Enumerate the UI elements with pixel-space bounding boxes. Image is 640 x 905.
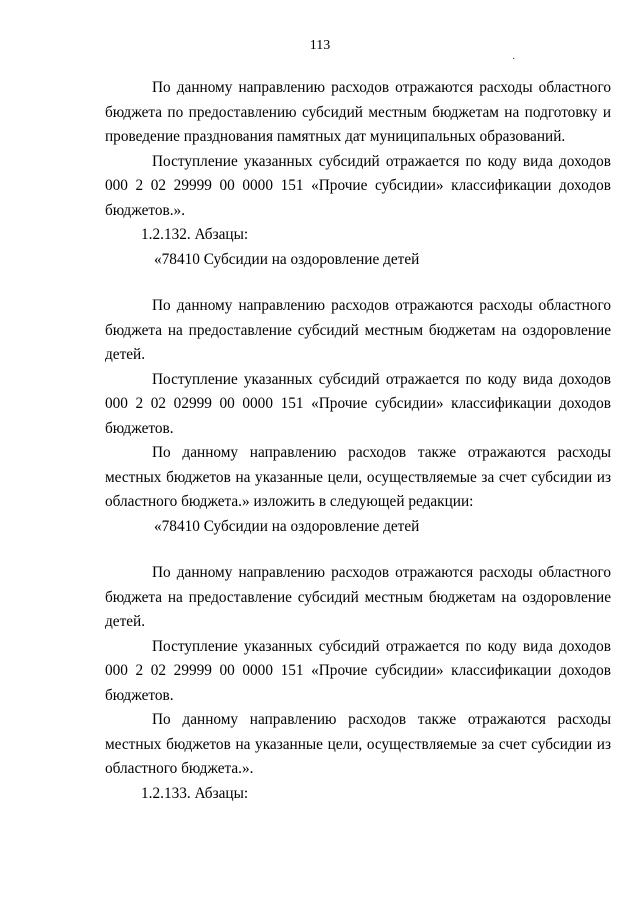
quoted-heading: «78410 Субсидии на оздоровление детей	[154, 250, 420, 268]
page-number: 113	[309, 38, 331, 53]
section-heading: 1.2.132. Абзацы:	[141, 226, 249, 243]
paragraph: Поступление указанных субсидий отражается по коду вида доходов 000 2 02 02999 00 0000 151 «Прочие субсидии» классификации доходов бюджетов.	[105, 370, 611, 437]
paragraph: Поступление указанных субсидий отражается по коду вида доходов 000 2 02 29999 00 0000 151 «Прочие субсидии» классификации доходов бюджетов.	[105, 637, 611, 704]
paragraph: По данному направлению расходов отражаются расходы областного бюджета по предоставлению субсидий местным бюджетам на подготовку и проведение празднования памятных дат муниципальных образований.	[105, 79, 611, 145]
stray-mark: ·	[512, 54, 516, 65]
document-body	[105, 76, 611, 806]
quoted-heading: «78410 Субсидии на оздоровление детей	[154, 517, 420, 535]
paragraph: Поступление указанных субсидий отражается по коду вида доходов 000 2 02 29999 00 0000 151 «Прочие субсидии» классификации доходов бюджетов.».	[105, 152, 611, 219]
paragraph: По данному направлению расходов также отражаются расходы местных бюджетов на указанные цели, осуществляемые за счет субсидии из областного бюджета.» изложить в следующей редакции:	[105, 444, 611, 510]
paragraph: По данному направлению расходов отражаются расходы областного бюджета на предоставление субсидий местным бюджетам на оздоровление детей.	[105, 564, 611, 630]
section-heading: 1.2.133. Абзацы:	[141, 784, 249, 802]
paragraph: По данному направлению расходов также отражаются расходы местных бюджетов на указанные цели, осуществляемые за счет субсидии из областного бюджета.».	[105, 711, 611, 777]
paragraph: По данному направлению расходов отражаются расходы областного бюджета на предоставление субсидий местным бюджетам на оздоровление детей.	[105, 297, 611, 363]
